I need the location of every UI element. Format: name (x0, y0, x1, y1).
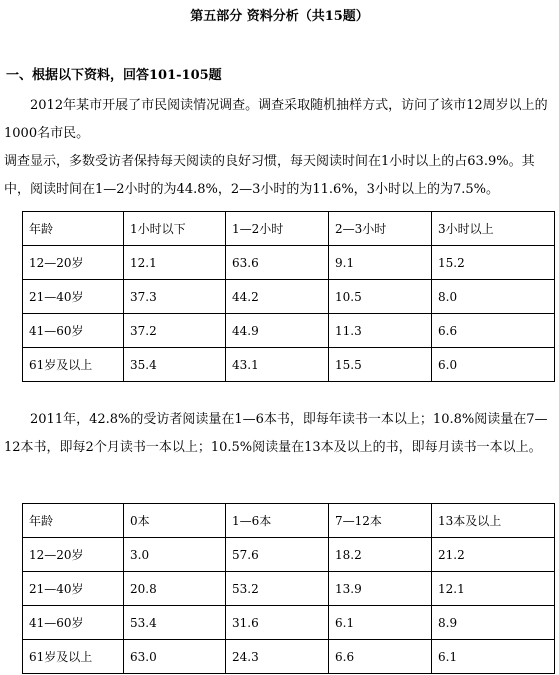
table-cell: 20.8 (124, 572, 226, 606)
table-row (23, 640, 555, 674)
table-cell: 21—40岁 (23, 572, 124, 606)
table-header-cell: 0本 (124, 504, 226, 538)
table-cell: 6.1 (432, 640, 555, 674)
table-cell: 18.2 (329, 538, 432, 572)
table-header-cell: 1小时以下 (124, 212, 226, 246)
table-header-row (23, 504, 555, 538)
table-cell: 12.1 (432, 572, 555, 606)
table-header-cell: 1—6本 (226, 504, 329, 538)
paragraph-text: 2011年，42.8%的受访者阅读量在1—6本书，即每年读书一本以上；10.8%阅读量在7—12本书，即每2个月读书一本以上；10.5%阅读量在13本及以上的书，即每月读书一本以上。 (4, 412, 548, 455)
table-row (23, 348, 555, 382)
table-cell: 41—60岁 (23, 314, 124, 348)
table-cell: 8.9 (432, 606, 555, 640)
table-cell: 61岁及以上 (23, 640, 124, 674)
table-cell: 9.1 (329, 246, 432, 280)
table-cell: 6.6 (329, 640, 432, 674)
table-cell: 6.1 (329, 606, 432, 640)
table-cell: 41—60岁 (23, 606, 124, 640)
table-header-cell: 1—2小时 (226, 212, 329, 246)
table-cell: 63.0 (124, 640, 226, 674)
table-cell: 12—20岁 (23, 246, 124, 280)
reading-time-table (22, 211, 555, 382)
table-header-cell: 13本及以上 (432, 504, 555, 538)
table-cell: 8.0 (432, 280, 555, 314)
table-row (23, 538, 555, 572)
table-cell: 12—20岁 (23, 538, 124, 572)
table-cell: 6.6 (432, 314, 555, 348)
table-cell: 37.2 (124, 314, 226, 348)
table-row (23, 246, 555, 280)
table-cell: 63.6 (226, 246, 329, 280)
table-header-cell: 7—12本 (329, 504, 432, 538)
table-cell: 13.9 (329, 572, 432, 606)
table-cell: 44.9 (226, 314, 329, 348)
table-cell: 37.3 (124, 280, 226, 314)
table-row (23, 314, 555, 348)
table-cell: 57.6 (226, 538, 329, 572)
table-cell: 31.6 (226, 606, 329, 640)
paragraph-survey-intro (4, 92, 556, 148)
table-cell: 61岁及以上 (23, 348, 124, 382)
table-cell: 21—40岁 (23, 280, 124, 314)
table-cell: 3.0 (124, 538, 226, 572)
table-cell: 12.1 (124, 246, 226, 280)
paragraph-text: 2012年某市开展了市民阅读情况调查。调查采取随机抽样方式，访问了该市12周岁以上的1000名市民。 (4, 98, 548, 141)
table-cell: 44.2 (226, 280, 329, 314)
book-count-table (22, 503, 555, 674)
table-cell: 35.4 (124, 348, 226, 382)
paragraph-book-count (4, 406, 556, 462)
section-heading: 一、根据以下资料，回答101-105题 (6, 68, 222, 83)
table-cell: 6.0 (432, 348, 555, 382)
paragraph-daily-reading: 调查显示，多数受访者保持每天阅读的良好习惯，每天阅读时间在1小时以上的占63.9%。其中，阅读时间在1—2小时的为44.8%，2—3小时的为11.6%，3小时以上的为7.5%。 (4, 154, 535, 197)
table-header-cell: 2—3小时 (329, 212, 432, 246)
table-header-cell: 年龄 (23, 504, 124, 538)
table-row (23, 572, 555, 606)
table-cell: 11.3 (329, 314, 432, 348)
table-cell: 21.2 (432, 538, 555, 572)
table-cell: 24.3 (226, 640, 329, 674)
table-cell: 53.2 (226, 572, 329, 606)
table-cell: 43.1 (226, 348, 329, 382)
table-cell: 15.5 (329, 348, 432, 382)
table-row (23, 606, 555, 640)
page-title: 第五部分 资料分析（共15题） (190, 9, 369, 24)
table-row (23, 280, 555, 314)
table-header-cell: 年龄 (23, 212, 124, 246)
table-cell: 10.5 (329, 280, 432, 314)
table-cell: 53.4 (124, 606, 226, 640)
table-header-row (23, 212, 555, 246)
table-cell: 15.2 (432, 246, 555, 280)
table-header-cell: 3小时以上 (432, 212, 555, 246)
